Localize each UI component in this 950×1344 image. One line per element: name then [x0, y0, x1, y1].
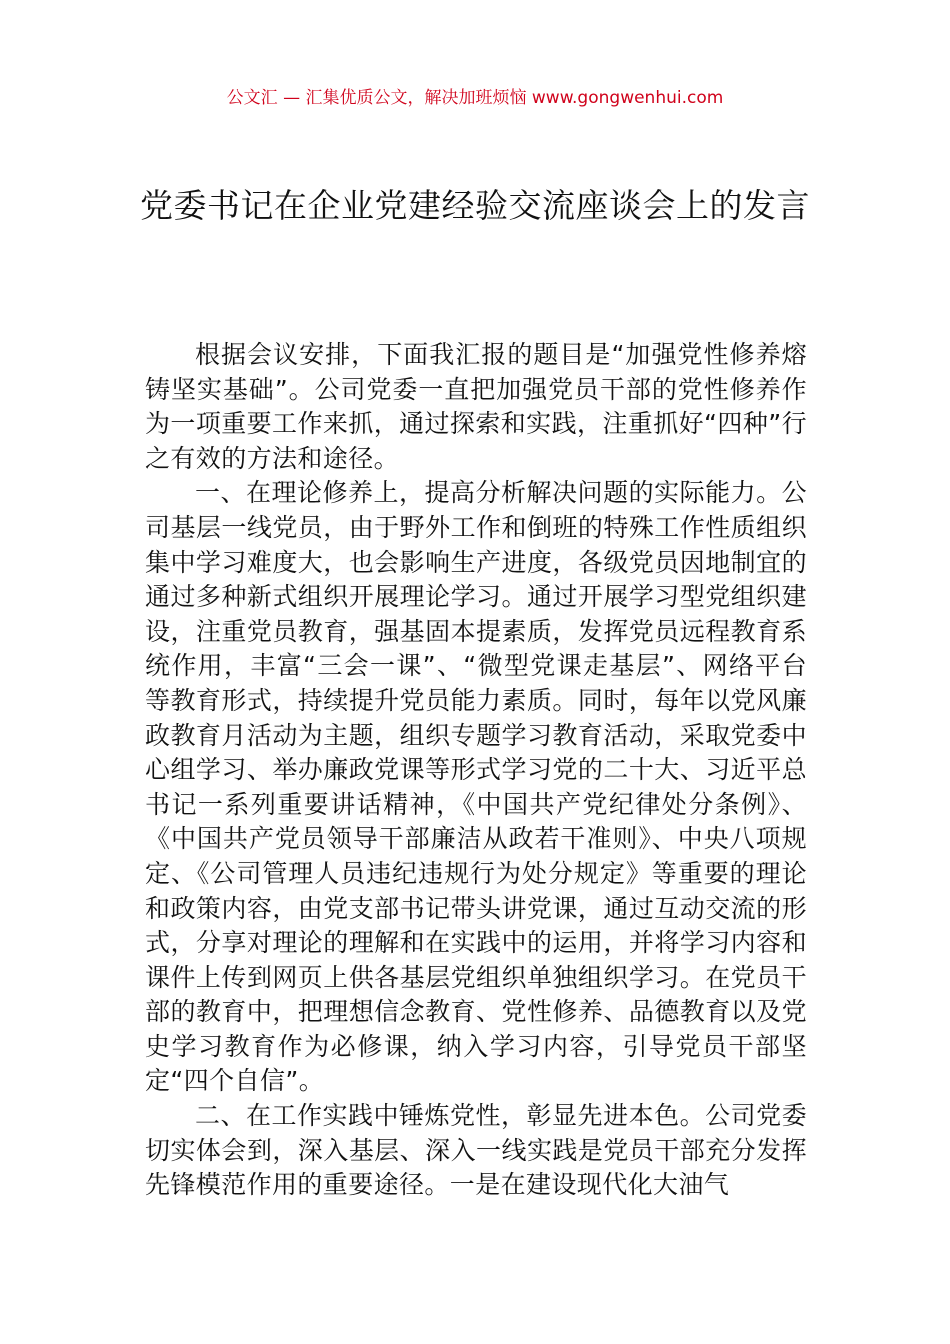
paragraph-section-1: 一、在理论修养上，提高分析解决问题的实际能力。公司基层一线党员，由于野外工作和倒班的特殊工作性质组织集中学习难度大，也会影响生产进度，各级党员因地制宜的通过多种新式组织开展理论学习。通过开展学习型党组织建设，注重党员教育，强基固本提素质，发挥党员远程教育系统作用，丰富“三会一课”、“微型党课走基层”、网络平台等教育形式，持续提升党员能力素质。同时，每年以党风廉政教育月活动为主题，组织专题学习教育活动，采取党委中心组学习、举办廉政党课等形式学习党的二十大、习近平总书记一系列重要讲话精神，《中国共产党纪律处分条例》、《中国共产党员领导干部廉洁从政若干准则》、中央八项规定、《公司管理人员违纪违规行为处分规定》等重要的理论和政策内容，由党支部书记带头讲党课，通过互动交流的形式，分享对理论的理解和在实践中的运用，并将学习内容和课件上传到网页上供各基层党组织单独组织学习。在党员干部的教育中，把理想信念教育、党性修养、品德教育以及党史学习教育作为必修课，纳入学习内容，引导党员干部坚定“四个自信”。 [145, 478, 807, 1096]
document-title: 党委书记在企业党建经验交流座谈会上的发言 [140, 186, 810, 225]
header-banner: 公文汇 — 汇集优质公文，解决加班烦恼 www.gongwenhui.com [226, 88, 724, 108]
document-body [145, 338, 807, 1203]
paragraph-section-2: 二、在工作实践中锤炼党性，彰显先进本色。公司党委切实体会到，深入基层、深入一线实践是党员干部充分发挥先锋模范作用的重要途径。一是在建设现代化大油气 [145, 1101, 807, 1200]
paragraph-intro: 根据会议安排，下面我汇报的题目是“加强党性修养熔铸坚实基础”。公司党委一直把加强党员干部的党性修养作为一项重要工作来抓，通过探索和实践，注重抓好“四种”行之有效的方法和途径。 [145, 340, 807, 473]
